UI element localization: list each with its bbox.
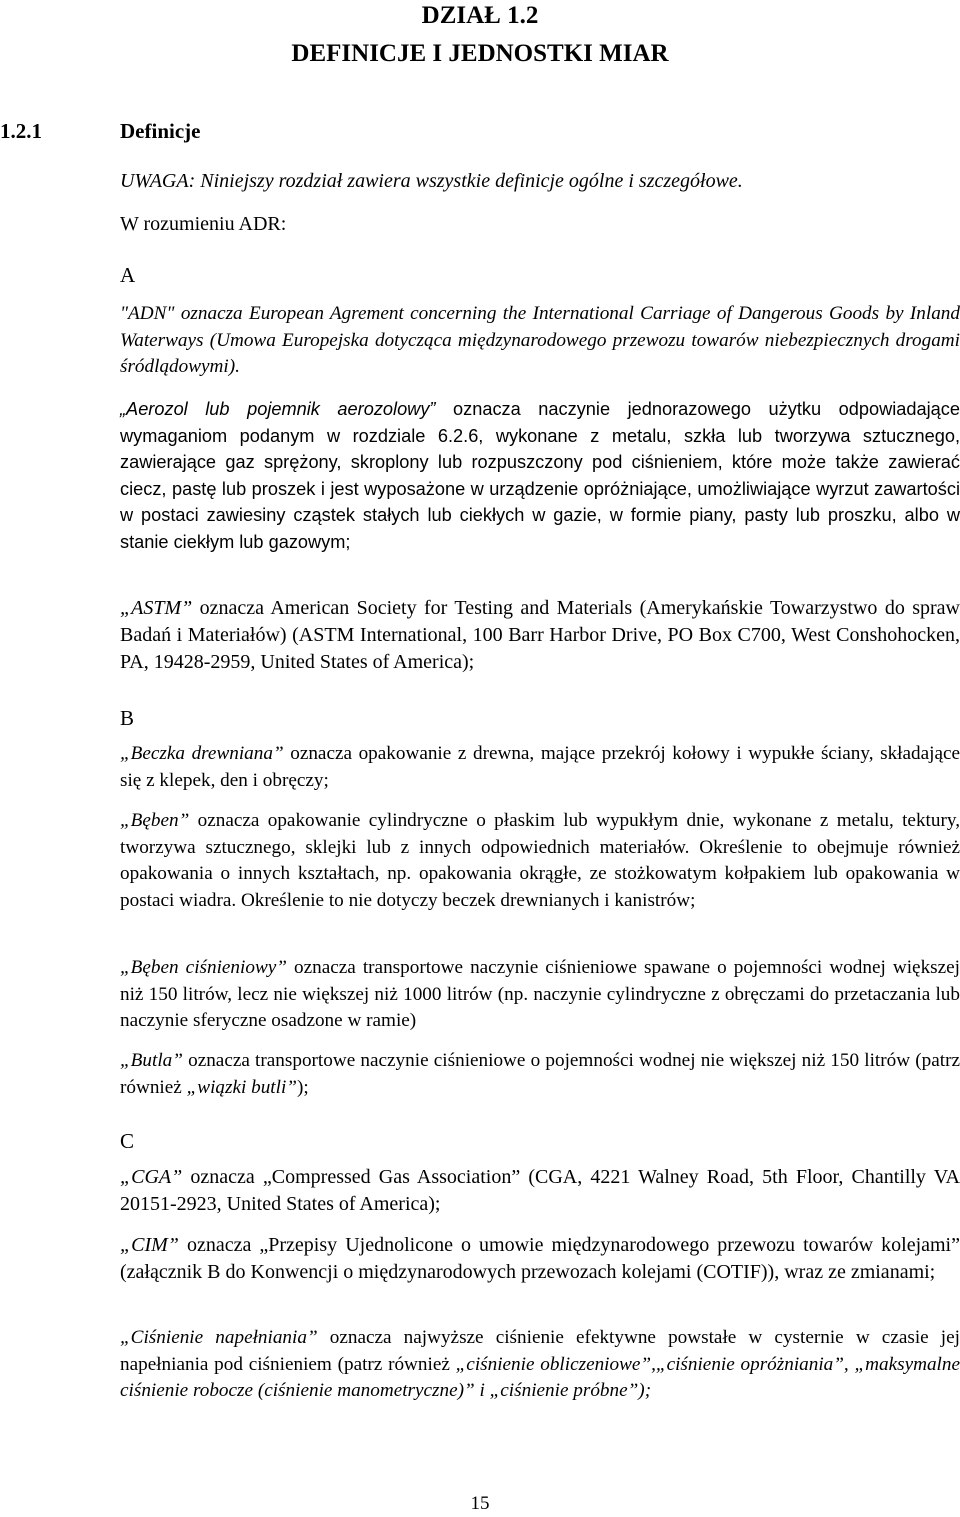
note-text: Niniejszy rozdział zawiera wszystkie definicje ogólne i szczegółowe. — [195, 170, 743, 192]
text-aerozol: oznacza naczynie jednorazowego użytku odpowiadające wymaganiom podanym w rozdziale 6.2.6, wykonane z metalu, szkła lub tworzywa sztucznego, zawierające gaz sprężony, skroplony lub rozpuszczony pod ciśnieniem, które może także zawierać ciecz, pastę lub proszek i jest wyposażone w urządzenie opróżniające, umożliwiające wyrzut zawartości w postaci zawiesiny cząstek stałych lub ciekłych w gazie, w formie piany, pasty lub proszku, albo w stanie ciekłym lub gazowym; — [120, 399, 960, 552]
definition-adn: "ADN" oznacza European Agrement concerning the International Carriage of Dangerous Goods by Inland Waterways (Umowa Europejska dotycząca międzynarodowego przewozu towarów niebezpiecznych drogami śródlądowymi). — [120, 303, 960, 377]
letter-heading-b: B — [120, 706, 135, 730]
note-paragraph — [120, 168, 960, 195]
part-heading: DZIAŁ 1.2 — [421, 2, 539, 29]
term-cga: „CGA” — [120, 1166, 183, 1188]
refs-cisnienie: „ciśnienie obliczeniowe”,„ciśnienie opróżniania”, „maksymalne ciśnienie robocze (ciśnienie manometryczne)” i „ciśnienie próbne”); — [120, 1353, 960, 1401]
note-label: UWAGA: — [120, 170, 196, 192]
definition-aerozol — [120, 396, 960, 555]
definition-cisnienie — [120, 1325, 960, 1405]
definition-beczka — [120, 741, 960, 794]
term-aerozol: „Aerozol lub pojemnik aerozolowy” — [120, 399, 436, 419]
section-number: 1.2.1 — [0, 119, 42, 143]
term-butla: „Butla” — [120, 1050, 183, 1071]
definition-beben — [120, 808, 960, 914]
text-beben: oznacza opakowanie cylindryczne o płaskim lub wypukłym dnie, wykonane z metalu, tektury, tworzywa sztucznego, sklejki lub z innych odpowiednich materiałów. Określenie to obejmuje również opakowania o innych kształtach, np. opakowania okrągłe, ze stożkowatym kołpakiem lub opakowania w postaci wiadra. Określenie to nie dotyczy beczek drewnianych i kanistrów; — [120, 810, 960, 911]
page-title: DEFINICJE I JEDNOSTKI MIAR — [291, 40, 669, 67]
text-cisnienie: oznacza najwyższe ciśnienie efektywne powstałe w cysternie w czasie jej napełniania pod ciśnieniem (patrz również — [120, 1327, 960, 1375]
term-beben: „Bęben” — [120, 810, 190, 831]
text-butla-2: ); — [296, 1076, 309, 1098]
text-cim: oznacza „Przepisy Ujednolicone o umowie międzynarodowego przewozu towarów kolejami” (załącznik B do Konwencji o międzynarodowych przewozach kolejami (COTIF)), wraz ze zmianami; — [120, 1234, 960, 1283]
ref-wiazki-butli: „wiązki butli” — [186, 1076, 297, 1098]
definition-cga — [120, 1164, 960, 1218]
letter-heading-a: A — [120, 263, 136, 287]
text-cga: oznacza „Compressed Gas Association” (CGA, 4221 Walney Road, 5th Floor, Chantilly VA 20151-2923, United States of America); — [120, 1166, 960, 1215]
text-beczka: oznacza opakowanie z drewna, mające przekrój kołowy i wypukłe ściany, składające się z klepek, den i obręczy; — [120, 743, 960, 791]
definition-cim — [120, 1232, 960, 1286]
section-title: Definicje — [120, 119, 201, 143]
text-astm: oznacza American Society for Testing and Materials (Amerykańskie Towarzystwo do spraw Badań i Materiałów) (ASTM International, 100 Barr Harbor Drive, PO Box C700, West Conshohocken, PA, 19428-2959, United States of America); — [120, 597, 960, 673]
intro-text: W rozumieniu ADR: — [120, 213, 287, 235]
page-number: 15 — [470, 1493, 490, 1514]
term-beben-cisnieniowy: „Bęben ciśnieniowy” — [120, 957, 287, 978]
definition-astm — [120, 595, 960, 676]
definition-beben-cisnieniowy — [120, 955, 960, 1035]
letter-heading-c: C — [120, 1129, 135, 1153]
term-beczka: „Beczka drewniana” — [120, 743, 284, 764]
text-beben-cisnieniowy: oznacza transportowe naczynie ciśnieniowe spawane o pojemności wodnej większej niż 150 litrów, lecz nie większej niż 1000 litrów (np. naczynie cylindryczne z obręczami do przetaczania lub naczynie sferyczne osadzone w ramie) — [120, 957, 960, 1031]
term-cim: „CIM” — [120, 1234, 179, 1256]
term-cisnienie: „Ciśnienie napełniania” — [120, 1327, 318, 1348]
term-astm: „ASTM” — [120, 597, 193, 619]
text-butla-1: oznacza transportowe naczynie ciśnieniowe o pojemności wodnej nie większej niż 150 litrów (patrz również — [120, 1050, 960, 1098]
definition-butla — [120, 1048, 960, 1101]
